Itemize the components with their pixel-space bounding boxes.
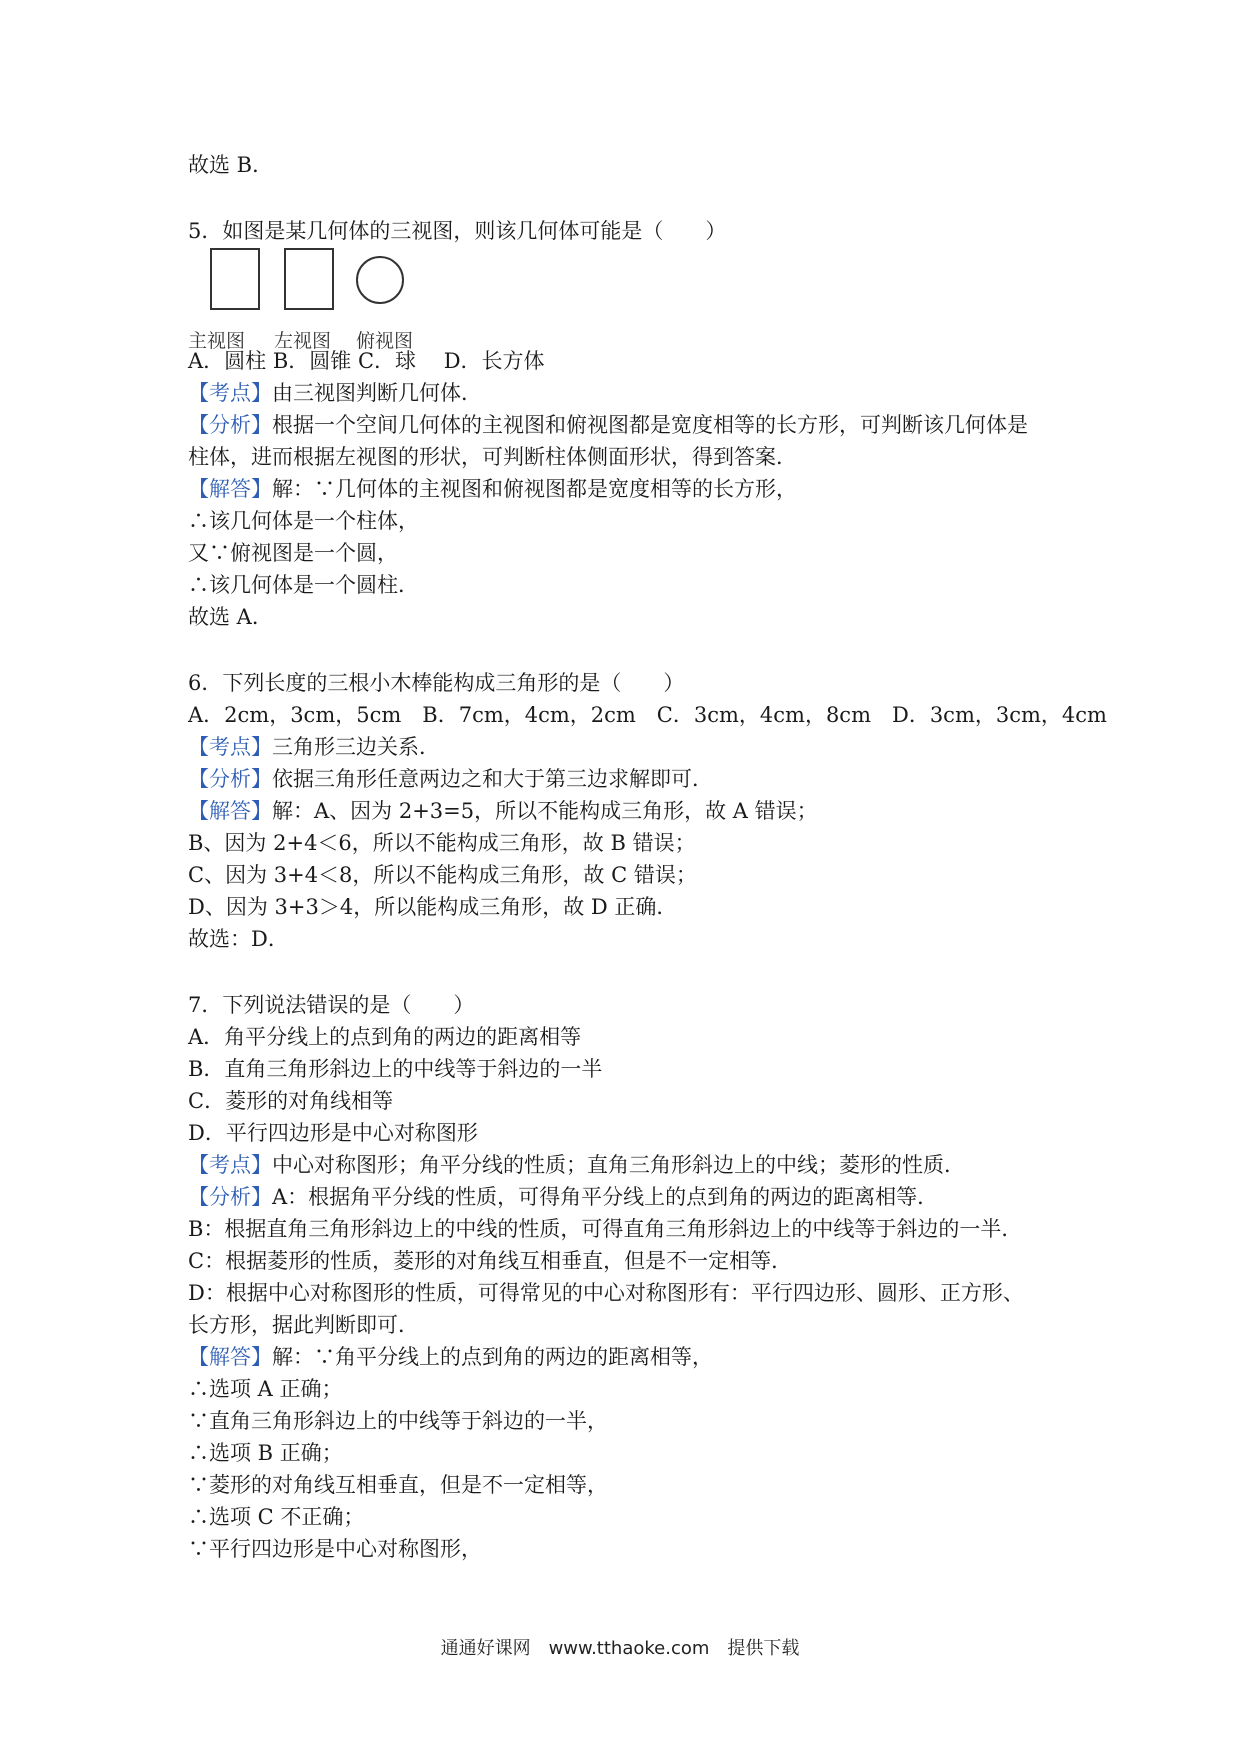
q6-options: A．2cm，3cm，5cm B．7cm，4cm，2cm C．3cm，4cm，8cm D．3cm，3cm，4cm [188, 703, 1107, 727]
q6-fenxi-text: 依据三角形任意两边之和大于第三边求解即可． [272, 767, 713, 791]
q7-fenxi-4: D：根据中心对称图形的性质，可得常见的中心对称图形有：平行四边形、圆形、正方形、 [188, 1281, 1024, 1305]
q7-jieda-4: ∴选项 B 正确； [188, 1441, 343, 1465]
q7-jieda [188, 1342, 713, 1372]
q5-kaodian [188, 378, 482, 408]
q7-jieda-text-1: 解：∵角平分线上的点到角的两边的距离相等， [272, 1345, 713, 1369]
jieda-tag: 【解答】 [188, 477, 272, 501]
q6-conclusion: 故选：D． [188, 927, 289, 951]
q5-options: A．圆柱 B．圆锥 C．球 D．长方体 [188, 349, 545, 373]
q6-jieda-3: C、因为 3+4＜8，所以不能构成三角形，故 C 错误； [188, 863, 697, 887]
kaodian-tag: 【考点】 [188, 735, 272, 759]
kaodian-tag: 【考点】 [188, 1153, 272, 1177]
page-footer: 通通好课网 www.tthaoke.com 提供下载 [440, 1638, 800, 1659]
q7-option-d: D．平行四边形是中心对称图形 [188, 1121, 478, 1145]
side-view-label: 左视图 [274, 330, 332, 352]
q6-kaodian-text: 三角形三边关系． [272, 735, 440, 759]
q5-jieda-4: ∴该几何体是一个圆柱． [188, 573, 419, 597]
front-view-rect [210, 248, 260, 310]
q7-fenxi-text-1: A：根据角平分线的性质，可得角平分线上的点到角的两边的距离相等． [272, 1185, 939, 1209]
q7-stem: 7．下列说法错误的是（ ） [188, 993, 475, 1017]
side-view-rect [284, 248, 334, 310]
q5-jieda-2: ∴该几何体是一个柱体， [188, 509, 419, 533]
q7-kaodian [188, 1150, 965, 1180]
q5-jieda-3: 又∵俯视图是一个圆， [188, 541, 398, 565]
q7-jieda-2: ∴选项 A 正确； [188, 1377, 343, 1401]
q5-conclusion: 故选 A． [188, 605, 273, 629]
q5-stem: 5．如图是某几何体的三视图，则该几何体可能是（ ） [188, 219, 727, 243]
q5-kaodian-text: 由三视图判断几何体． [272, 381, 482, 405]
q5-fenxi-text-1: 根据一个空间几何体的主视图和俯视图都是宽度相等的长方形，可判断该几何体是 [272, 413, 1028, 437]
q6-jieda-4: D、因为 3+3＞4，所以能构成三角形，故 D 正确． [188, 895, 678, 919]
q7-jieda-5: ∵菱形的对角线互相垂直，但是不一定相等， [188, 1473, 608, 1497]
q7-option-c: C．菱形的对角线相等 [188, 1089, 394, 1113]
q5-jieda-text-1: 解：∵几何体的主视图和俯视图都是宽度相等的长方形， [272, 477, 797, 501]
fenxi-tag: 【分析】 [188, 767, 272, 791]
q7-option-a: A．角平分线上的点到角的两边的距离相等 [188, 1025, 582, 1049]
q7-jieda-7: ∵平行四边形是中心对称图形， [188, 1537, 482, 1561]
q5-fenxi [188, 410, 1028, 440]
front-view-label: 主视图 [188, 330, 246, 352]
kaodian-tag: 【考点】 [188, 381, 272, 405]
q6-jieda [188, 796, 818, 826]
top-view-circle [356, 256, 404, 304]
fenxi-tag: 【分析】 [188, 413, 272, 437]
q6-kaodian [188, 732, 440, 762]
q7-jieda-3: ∵直角三角形斜边上的中线等于斜边的一半， [188, 1409, 608, 1433]
q7-fenxi [188, 1182, 938, 1212]
q5-jieda [188, 474, 797, 504]
jieda-tag: 【解答】 [188, 1345, 272, 1369]
q6-stem: 6．下列长度的三根小木棒能构成三角形的是（ ） [188, 671, 685, 695]
prev-conclusion: 故选 B． [188, 153, 274, 177]
q7-option-b: B．直角三角形斜边上的中线等于斜边的一半 [188, 1057, 603, 1081]
top-view-label: 俯视图 [356, 330, 414, 352]
q7-fenxi-3: C：根据菱形的性质，菱形的对角线互相垂直，但是不一定相等． [188, 1249, 793, 1273]
q6-jieda-text-1: 解：A、因为 2+3=5，所以不能构成三角形，故 A 错误； [272, 799, 818, 823]
q6-jieda-2: B、因为 2+4＜6，所以不能构成三角形，故 B 错误； [188, 831, 696, 855]
q5-fenxi-2: 柱体，进而根据左视图的形状，可判断柱体侧面形状，得到答案． [188, 445, 797, 469]
q7-jieda-6: ∴选项 C 不正确； [188, 1505, 365, 1529]
three-view-figure [188, 248, 448, 352]
q6-fenxi [188, 764, 713, 794]
q7-fenxi-5: 长方形，据此判断即可． [188, 1313, 419, 1337]
fenxi-tag: 【分析】 [188, 1185, 272, 1209]
q7-fenxi-2: B：根据直角三角形斜边上的中线的性质，可得直角三角形斜边上的中线等于斜边的一半． [188, 1217, 1023, 1241]
jieda-tag: 【解答】 [188, 799, 272, 823]
q7-kaodian-text: 中心对称图形；角平分线的性质；直角三角形斜边上的中线；菱形的性质． [272, 1153, 965, 1177]
